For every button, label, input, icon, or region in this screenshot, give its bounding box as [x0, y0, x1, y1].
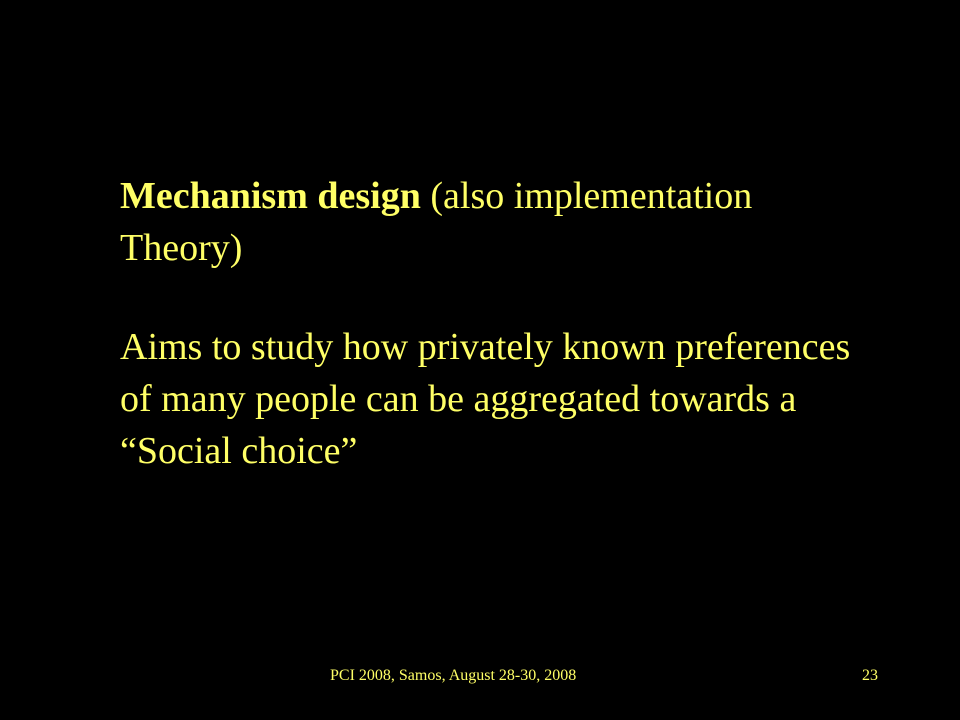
term-mechanism-design: Mechanism design	[120, 175, 421, 217]
description-paragraph: Aims to study how privately known preferences of many people can be aggregated towards a “Social choice”	[120, 326, 851, 472]
term-alias: (also implementation Theory)	[120, 175, 753, 269]
footer-text: PCI 2008, Samos, August 28-30, 2008	[330, 667, 577, 684]
slide-body	[120, 170, 880, 477]
slide-number: 23	[862, 667, 878, 684]
definition-paragraph	[120, 170, 880, 274]
